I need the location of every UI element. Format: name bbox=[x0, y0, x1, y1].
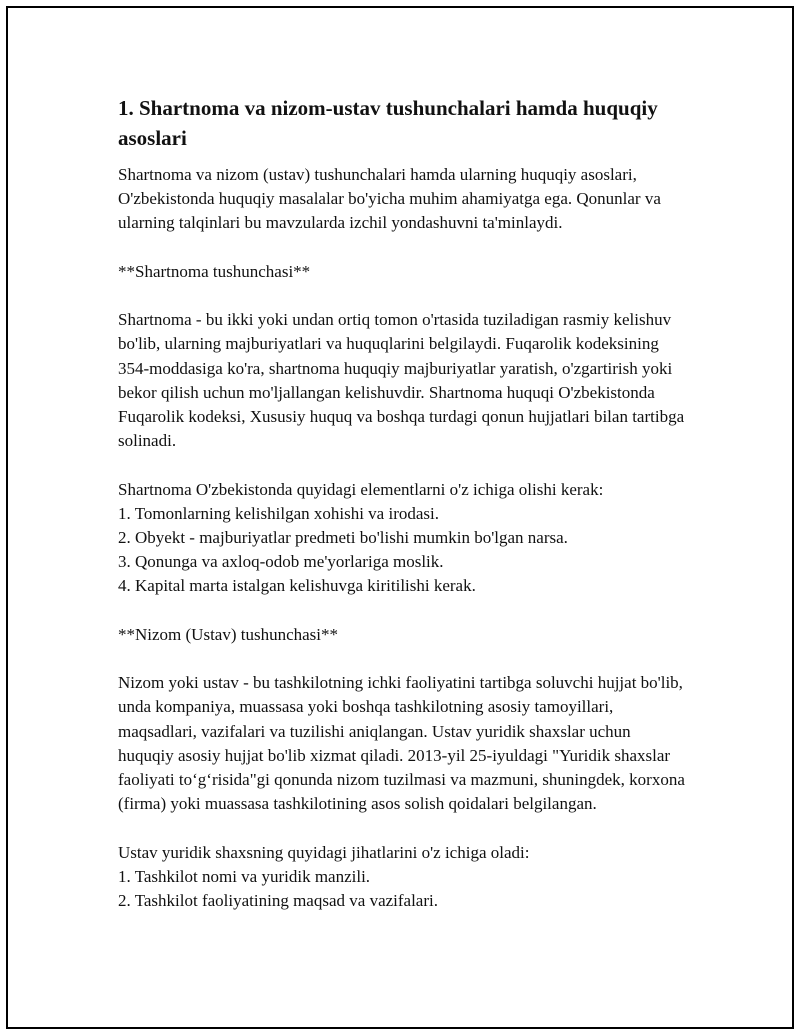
list-item: 3. Qonunga va axloq-odob me'yorlariga moslik. bbox=[118, 552, 444, 572]
section-heading-shartnoma: **Shartnoma tushunchasi** bbox=[118, 261, 311, 281]
shartnoma-paragraph: Shartnoma - bu ikki yoki undan ortiq tomon o'rtasida tuziladigan rasmiy kelishuv bo'lib, ularning majburiyatlari va huquqlarini belgilaydi. Fuqarolik kodeksining 354-moddasiga ko'ra, shartnoma huquqiy majburiyatlar yaratish, o'zgartirish yoki bekor qilish uchun mo'ljallangan kelishuvdir. Shartnoma huquqi O'zbekistonda Fuqarolik kodeksi, Xususiy huquq va boshqa turdagi qonun hujjatlari bilan tartibga solinadi. bbox=[118, 310, 685, 451]
nizom-paragraph: Nizom yoki ustav - bu tashkilotning ichki faoliyatini tartibga soluvchi hujjat bo'lib, unda kompaniya, muassasa yoki boshqa tashkilotning asosiy tamoyillari, maqsadlari, vazifalari va tuzilishi aniqlangan. Ustav yuridik shaxslar uchun huquqiy asosiy hujjat bo'lib xizmat qiladi. 2013-yil 25-iyuldagi "Yuridik shaxslar faoliyati to‘g‘risida"gi qonunda nizom tuzilmasi va mazmuni, shuningdek, korxona (firma) yoki muassasa tashkilotining asos solish qoidalari belgilangan. bbox=[118, 673, 685, 814]
list-item: 1. Tashkilot nomi va yuridik manzili. bbox=[118, 866, 371, 886]
paragraph-gap bbox=[118, 816, 688, 840]
paragraph-gap bbox=[118, 647, 688, 671]
document-title: 1. Shartnoma va nizom-ustav tushunchalari hamda huquqiy asoslari bbox=[118, 96, 658, 150]
paragraph-gap bbox=[118, 236, 688, 260]
section-heading-nizom: **Nizom (Ustav) tushunchasi** bbox=[118, 624, 339, 644]
shartnoma-list-intro: Shartnoma O'zbekistonda quyidagi elementlarni o'z ichiga olishi kerak: bbox=[118, 479, 604, 499]
document-body bbox=[118, 93, 688, 913]
ustav-list-intro: Ustav yuridik shaxsning quyidagi jihatlarini o'z ichiga oladi: bbox=[118, 842, 530, 862]
list-item: 1. Tomonlarning kelishilgan xohishi va irodasi. bbox=[118, 503, 439, 523]
paragraph-gap bbox=[118, 284, 688, 308]
list-item: 2. Obyekt - majburiyatlar predmeti bo'lishi mumkin bo'lgan narsa. bbox=[118, 528, 568, 547]
list-item: 2. Tashkilot faoliyatining maqsad va vazifalari. bbox=[118, 891, 438, 910]
paragraph-gap bbox=[118, 453, 688, 477]
list-item: 4. Kapital marta istalgan kelishuvga kiritilishi kerak. bbox=[118, 576, 476, 596]
intro-paragraph: Shartnoma va nizom (ustav) tushunchalari hamda ularning huquqiy asoslari, O'zbekistonda huquqiy masalalar bo'yicha muhim ahamiyatga ega. Qonunlar va ularning talqinlari bu mavzularda izchil yondashuvni ta'minlaydi. bbox=[118, 165, 661, 233]
paragraph-gap bbox=[118, 599, 688, 623]
